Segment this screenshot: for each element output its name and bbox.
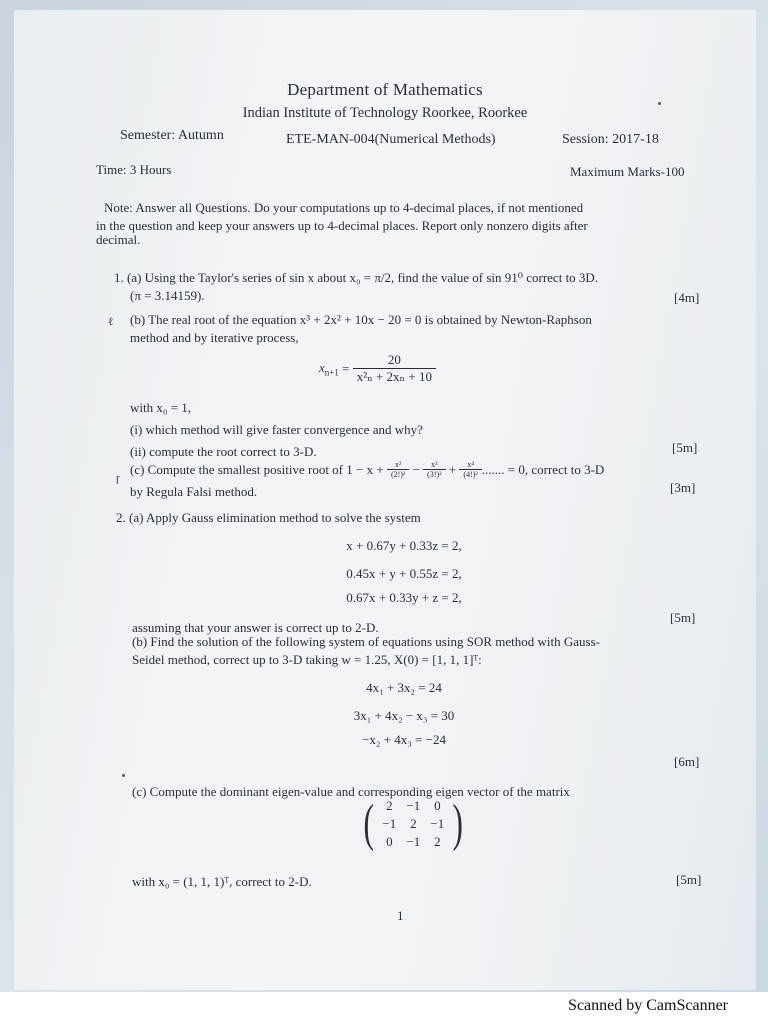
q2b-equation-3: −x₂ + 4x₃ = −24 bbox=[362, 732, 446, 747]
note-line-3: decimal. bbox=[96, 232, 141, 247]
matrix-left-paren: ( bbox=[363, 795, 374, 852]
q1c-line-2: by Regula Falsi method. bbox=[130, 484, 258, 499]
q2a-equation-1: x + 0.67y + 0.33z = 2, bbox=[346, 538, 462, 553]
q2a-equation-3: 0.67x + 0.33y + z = 2, bbox=[346, 590, 462, 605]
formula-lhs: $x_{n+1}$ bbox=[319, 359, 339, 378]
q2a-marks: [5m] bbox=[670, 610, 696, 625]
page-number: 1 bbox=[397, 908, 404, 923]
q2b-equation-2: 3x₁ + 4x₂ − x₃ = 30 bbox=[353, 708, 455, 723]
series-term-3: $\frac{\text{x³}}{\text{(3!)²}}$ bbox=[423, 460, 445, 479]
note-line-2: in the question and keep your answers up to 4-decimal places. Report only nonzero digits after bbox=[96, 218, 588, 233]
formula-equals: = bbox=[338, 360, 353, 376]
operator-minus: − bbox=[409, 461, 424, 477]
operator-plus: + bbox=[445, 461, 460, 477]
time-label: Time: 3 Hours bbox=[96, 162, 172, 177]
q1c-text-start: (c) Compute the smallest positive root of 1 − x + bbox=[130, 461, 387, 477]
q1c-line-1 bbox=[130, 460, 604, 479]
q2a-line-1: 2. (a) Apply Gauss elimination method to solve the system bbox=[116, 510, 421, 525]
institute-name: Indian Institute of Technology Roorkee, Roorkee bbox=[242, 105, 528, 121]
semester-label: Semester: Autumn bbox=[120, 128, 224, 143]
matrix-cell: 0 bbox=[434, 798, 441, 813]
q2a-assumption: assuming that your answer is correct up to 2-D. bbox=[132, 620, 379, 635]
matrix-cell: 2 bbox=[410, 816, 417, 831]
tick-mark-2: ɼ bbox=[116, 472, 120, 484]
q2c-marks: [5m] bbox=[676, 872, 702, 887]
matrix-cell: −1 bbox=[382, 816, 397, 831]
q2b-line-2: Seidel method, correct up to 3-D taking w = 1.25, X(0) = [1, 1, 1]ᵀ: bbox=[132, 652, 482, 667]
formula-numerator: 20 bbox=[353, 352, 436, 369]
speck-mark bbox=[122, 774, 125, 777]
scanner-watermark: Scanned by CamScanner bbox=[568, 997, 728, 1014]
q1b-part-ii: (ii) compute the root correct to 3-D. bbox=[130, 444, 317, 459]
course-code: ETE-MAN-004(Numerical Methods) bbox=[286, 132, 496, 147]
q1b-marks: [5m] bbox=[672, 440, 698, 455]
q2c-initial: with x₀ = (1, 1, 1)ᵀ, correct to 2-D. bbox=[132, 874, 312, 889]
q2a-equation-2: 0.45x + y + 0.55z = 2, bbox=[346, 566, 462, 581]
matrix-cell: 2 bbox=[386, 798, 393, 813]
matrix-cell: −1 bbox=[406, 798, 421, 813]
q2c-line-1: (c) Compute the dominant eigen-value and corresponding eigen vector of the matrix bbox=[132, 784, 570, 799]
q1a-line-1: 1. (a) Using the Taylor's series of sin x about x₀ = π/2, find the value of sin 91⁰ correct to 3D. bbox=[114, 270, 599, 285]
max-marks-label: Maximum Marks-100 bbox=[570, 164, 685, 179]
series-term-4: $\frac{\text{x⁴}}{\text{(4!)²}}$ bbox=[459, 460, 481, 479]
department-title: Department of Mathematics bbox=[287, 80, 483, 99]
matrix-cell: −1 bbox=[430, 816, 445, 831]
matrix-cell: −1 bbox=[406, 834, 421, 849]
iteration-formula bbox=[319, 352, 436, 385]
q1c-text-end: ....... = 0, correct to 3-D bbox=[481, 461, 605, 477]
exam-paper bbox=[14, 10, 756, 990]
series-term-2: $\frac{\text{x²}}{\text{(2!)²}}$ bbox=[387, 460, 409, 479]
matrix-cell: 0 bbox=[386, 834, 393, 849]
matrix-cell: 2 bbox=[434, 834, 441, 849]
q1c-marks: [3m] bbox=[670, 480, 696, 495]
matrix-entries bbox=[377, 798, 449, 850]
q2b-equation-1: 4x₁ + 3x₂ = 24 bbox=[366, 680, 442, 695]
matrix-right-paren: ) bbox=[452, 795, 464, 852]
q1b-line-1: (b) The real root of the equation x³ + 2x² + 10x − 20 = 0 is obtained by Newton-Raphson bbox=[130, 312, 592, 327]
q2b-marks: [6m] bbox=[674, 754, 700, 769]
q2b-line-1: (b) Find the solution of the following system of equations using SOR method with Gauss- bbox=[132, 634, 600, 649]
matrix bbox=[360, 795, 467, 852]
note-line-1: Note: Answer all Questions. Do your computations up to 4-decimal places, if not mentioned bbox=[104, 200, 584, 215]
formula-fraction bbox=[353, 352, 436, 385]
scanner-footer bbox=[0, 992, 768, 1024]
tick-mark-1: ℓ bbox=[108, 316, 114, 328]
q1a-line-2: (π = 3.14159). bbox=[130, 288, 205, 303]
q1b-line-2: method and by iterative process, bbox=[130, 330, 299, 345]
q1a-marks: [4m] bbox=[674, 290, 700, 305]
q1b-initial: with x₀ = 1, bbox=[130, 400, 191, 415]
formula-denominator: x²ₙ + 2xₙ + 10 bbox=[356, 369, 433, 384]
speck-mark bbox=[658, 102, 661, 105]
q1b-part-i: (i) which method will give faster convergence and why? bbox=[130, 422, 423, 437]
session-label: Session: 2017-18 bbox=[562, 132, 659, 147]
